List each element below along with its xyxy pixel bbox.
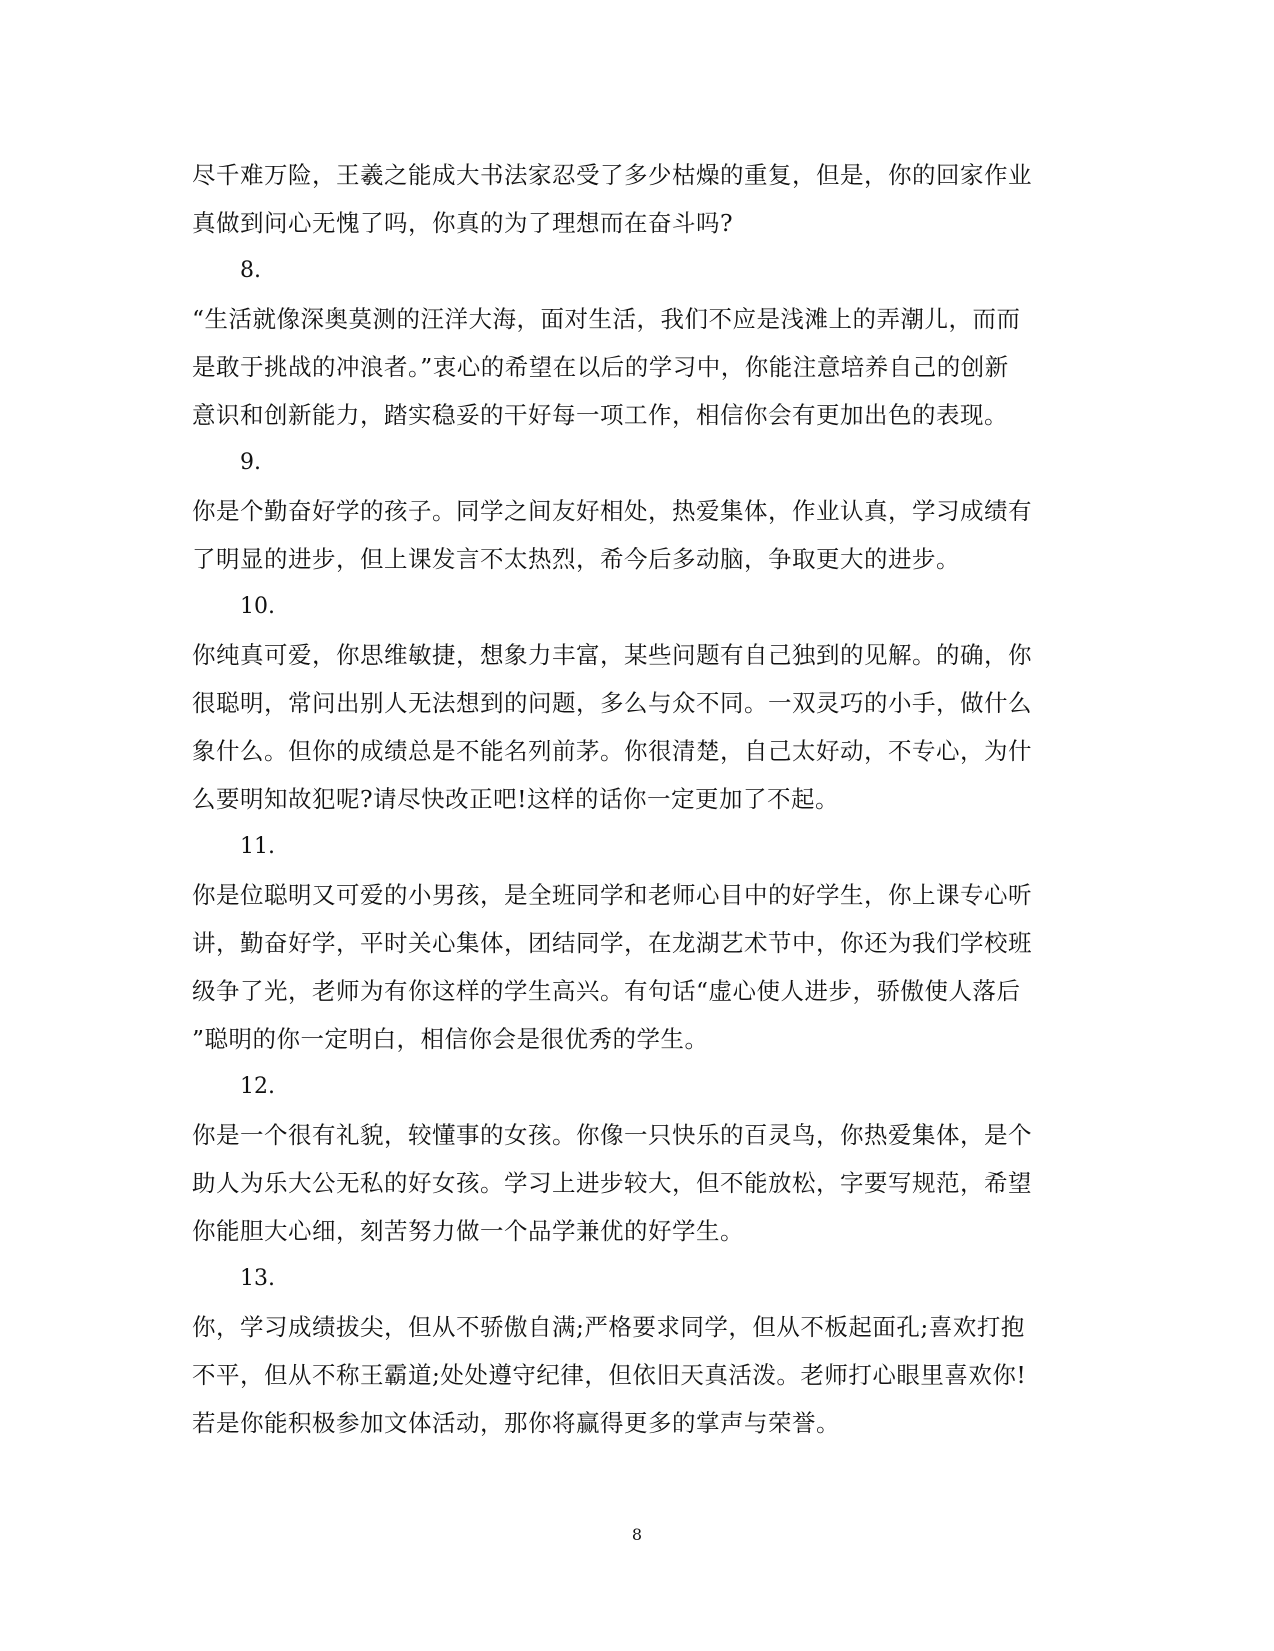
text-line: 是敢于挑战的冲浪者。”衷心的希望在以后的学习中，你能注意培养自己的创新 [192,353,1009,381]
text-line: 你，学习成绩拔尖，但从不骄傲自满;严格要求同学，但从不板起面孔;喜欢打抱 [192,1313,1025,1341]
item-number-10: 10. [240,594,275,619]
text-line: 么要明知故犯呢?请尽快改正吧!这样的话你一定更加了不起。 [192,785,840,813]
paragraph-continued [192,151,1072,247]
text-line: 讲，勤奋好学，平时关心集体，团结同学，在龙湖艺术节中，你还为我们学校班 [192,929,1032,957]
paragraph-11 [192,871,1072,1063]
item-number-13: 13. [240,1266,275,1291]
paragraph-12 [192,1111,1072,1255]
text-line: 意识和创新能力，踏实稳妥的干好每一项工作，相信你会有更加出色的表现。 [192,401,1008,429]
paragraph-8 [192,295,1072,439]
item-number-11: 11. [240,834,275,859]
text-line: 你能胆大心细，刻苦努力做一个品学兼优的好学生。 [192,1217,744,1245]
paragraph-9 [192,487,1072,583]
paragraph-10 [192,631,1072,823]
text-line: 你纯真可爱，你思维敏捷，想象力丰富，某些问题有自己独到的见解。的确，你 [192,641,1032,669]
item-number-8: 8. [240,258,261,283]
text-line: 了明显的进步，但上课发言不太热烈，希今后多动脑，争取更大的进步。 [192,545,960,573]
text-line: 不平，但从不称王霸道;处处遵守纪律，但依旧天真活泼。老师打心眼里喜欢你! [192,1361,1027,1389]
text-line: 你是个勤奋好学的孩子。同学之间友好相处，热爱集体，作业认真，学习成绩有 [192,497,1032,525]
page-content [192,151,1072,1447]
text-line: 真做到问心无愧了吗，你真的为了理想而在奋斗吗? [192,209,734,237]
text-line: ”聪明的你一定明白，相信你会是很优秀的学生。 [192,1025,709,1053]
text-line: 助人为乐大公无私的好女孩。学习上进步较大，但不能放松，字要写规范，希望 [192,1169,1032,1197]
text-line: 很聪明，常问出别人无法想到的问题，多么与众不同。一双灵巧的小手，做什么 [192,689,1032,717]
text-line: 象什么。但你的成绩总是不能名列前茅。你很清楚，自己太好动，不专心，为什 [192,737,1032,765]
text-line: 你是位聪明又可爱的小男孩，是全班同学和老师心目中的好学生，你上课专心听 [192,881,1032,909]
paragraph-13 [192,1303,1072,1447]
page-number: 8 [631,1525,643,1544]
text-line: “生活就像深奥莫测的汪洋大海，面对生活，我们不应是浅滩上的弄潮儿，而而 [192,305,1021,333]
text-line: 你是一个很有礼貌，较懂事的女孩。你像一只快乐的百灵鸟，你热爱集体，是个 [192,1121,1032,1149]
text-line: 尽千难万险，王羲之能成大书法家忍受了多少枯燥的重复，但是，你的回家作业 [192,161,1032,189]
item-number-12: 12. [240,1074,275,1099]
text-line: 级争了光，老师为有你这样的学生高兴。有句话“虚心使人进步，骄傲使人落后 [192,977,1021,1005]
text-line: 若是你能积极参加文体活动，那你将赢得更多的掌声与荣誉。 [192,1409,840,1437]
item-number-9: 9. [240,450,261,475]
